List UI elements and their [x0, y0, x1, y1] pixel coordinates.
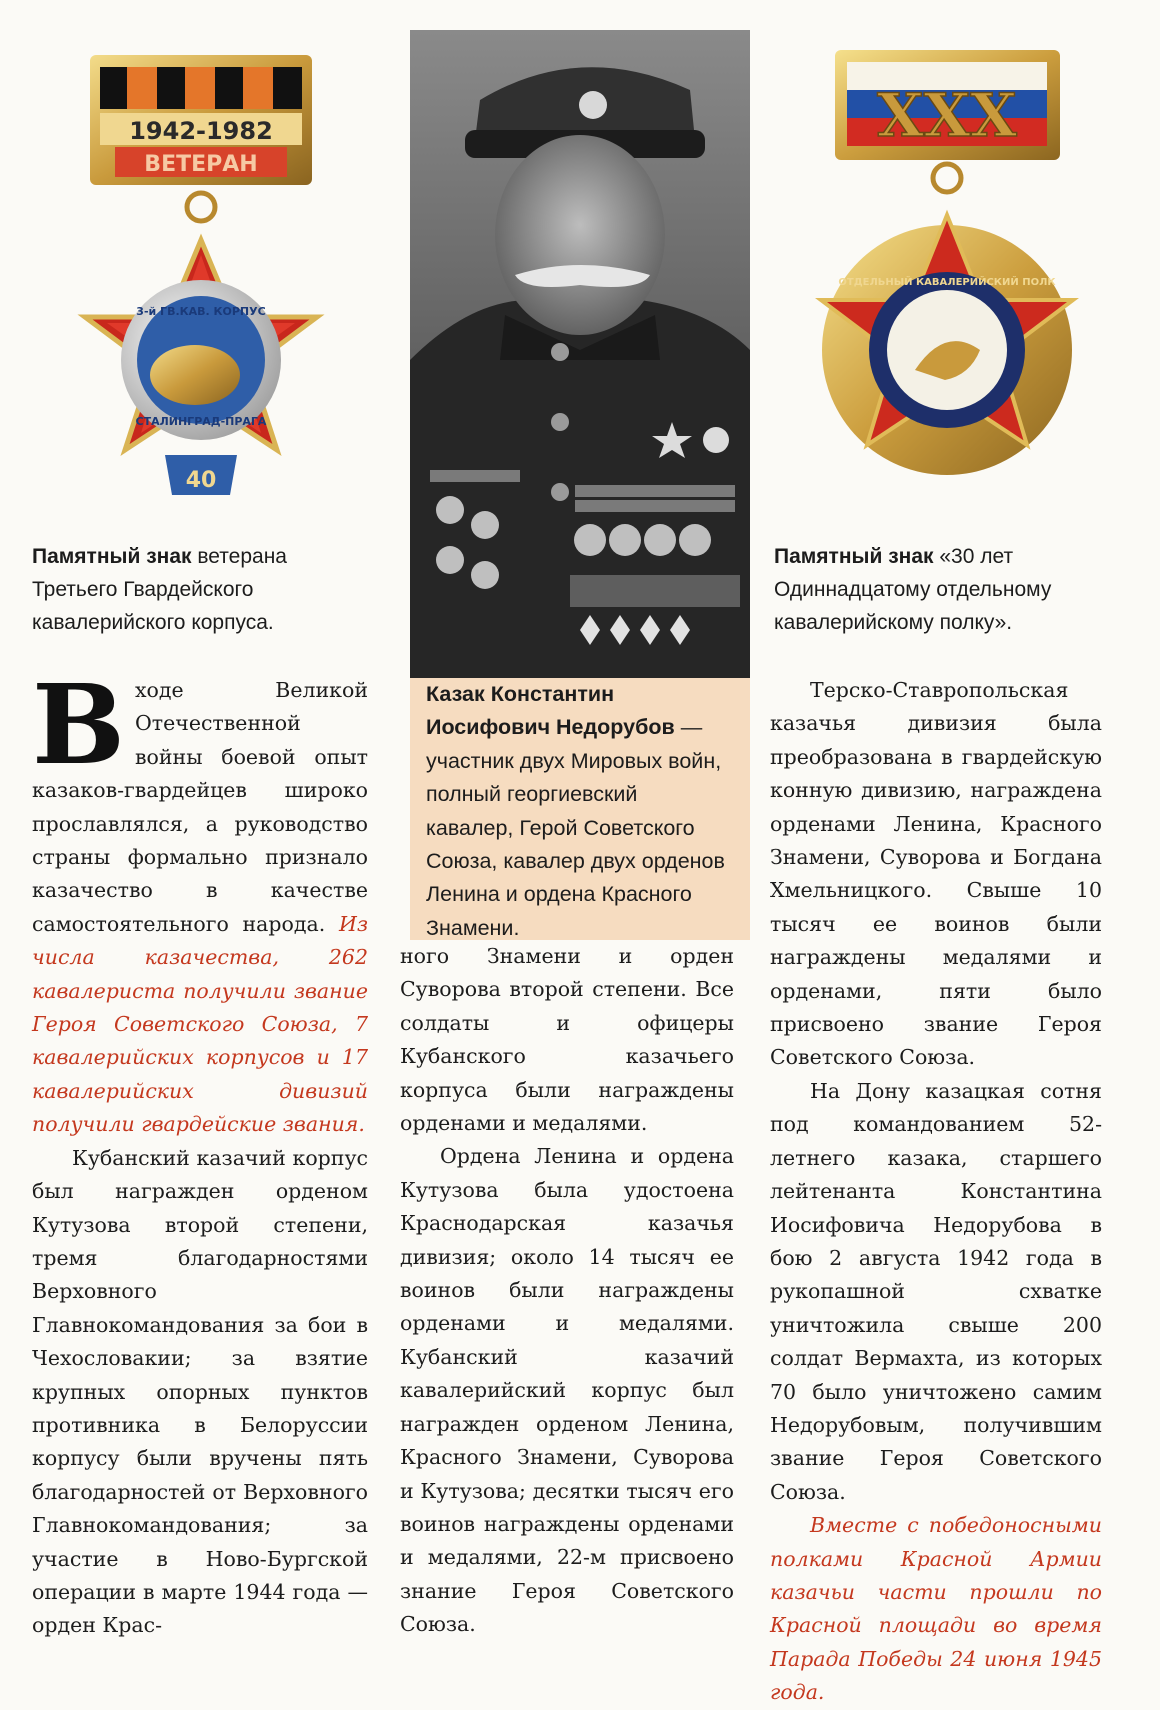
col2-paragraph-2: Ордена Ленина и ордена Кутузова была удостоена Краснодарская казачья дивизия; около 14 тысяч ее воинов были награждены орденами и медалями. Кубанский казачий кавалерийский корпус был награжден орденом Ленина, Красного Знамени, Суворова и Кутузова; десятки тысяч его воинов награждены орденами и медалями, 22-м присвоено знание Героя Советского Союза. — [400, 1144, 734, 1637]
article-column-1 — [32, 660, 368, 1643]
medal-ring-top: 3-й ГВ.КАВ. КОРПУС — [136, 305, 266, 318]
right-medal-caption — [774, 540, 1124, 639]
col3-highlight: Вместе с победоносными полками Красной Армии казачьи части прошли по Красной площади во время Парада Победы 24 июня 1945 года. — [770, 1513, 1102, 1705]
medal-ribbon-word: ВЕТЕРАН — [144, 152, 258, 177]
cossack-portrait-photo — [410, 30, 750, 678]
col1-paragraph-1 — [32, 660, 368, 1142]
photo-caption-text: — участник двух Мировых войн, полный георгиевский кавалер, Герой Советского Союза, кавалер двух орденов Ленина и ордена Красного Знамени. — [426, 715, 725, 940]
col2-paragraph-1: ного Знамени и орден Суворова второй степени. Все солдаты и офицеры Кубанского казачьего корпуса были награждены орденами и медалями. — [400, 944, 734, 1136]
col3-paragraph-2: На Дону казацкая сотня под командованием 52-летнего казака, старшего лейтенанта Константина Иосифовича Недорубова в бою 2 августа 1942 года в рукопашной схватке уничтожила свыше 200 солдат Вермахта, из которых 70 было уничтожено самим Недорубовым, получившим звание Героя Советского Союза. — [770, 1078, 1102, 1504]
medal-years: 1942-1982 — [129, 117, 273, 145]
drop-cap: В — [32, 660, 125, 789]
regiment-medal-image — [795, 50, 1095, 500]
col1-paragraph-2: Кубанский казачий корпус был награжден орденом Кутузова второй степени, тремя благодарностями Верховного Главнокомандования за бои в Чехословакии; за взятие крупных опорных пунктов противника в Белоруссии корпусу были вручены пять благодарностей от Верховного Главнокомандования; за участие в Ново-Бургской операции в марте 1944 года — орден Крас- — [32, 1145, 368, 1638]
right-caption-text: «30 лет Одиннадцатому отдельному кавалерийскому полку». — [774, 545, 1052, 634]
medal-numeral: XXX — [877, 81, 1017, 151]
medal-ring-bottom: СТАЛИНГРАД-ПРАГА — [135, 415, 267, 428]
photo-caption-box — [410, 678, 750, 940]
medal-ring-text: ОТДЕЛЬНЫЙ КАВАЛЕРИЙСКИЙ ПОЛК — [838, 277, 1056, 288]
article-column-2 — [400, 940, 734, 1642]
col3-paragraph-1: Терско-Ставропольская казачья дивизия была преобразована в гвардейскую конную дивизию, награждена орденами Ленина, Красного Знамени, Суворова и Богдана Хмельницкого. Свыше 10 тысяч ее воинов были награждены медалями и орденами, пяти было присвоено звание Героя Советского Союза. — [770, 678, 1102, 1070]
left-caption-bold: Памятный знак — [32, 545, 192, 568]
col1-highlight: Из числа казачества, 262 кавалериста получили звание Героя Советского Союза, 7 кавалерийских корпусов и 17 кавалерийских дивизий получили гвардейские звания. — [32, 911, 368, 1137]
veteran-medal-image — [55, 55, 345, 515]
photo-caption-bold: Казак Константин Иосифович Недорубов — [426, 682, 675, 740]
left-caption-text: ветерана Третьего Гвардейского кавалерийского корпуса. — [32, 545, 287, 634]
left-medal-caption — [32, 540, 367, 639]
right-caption-bold: Памятный знак — [774, 545, 934, 568]
col1-p1-text: ходе Великой Отечественной войны боевой опыт казаков-гвардейцев широко прославлялся, а руководство страны формально признало казачество в качестве самостоятельного народа. — [32, 678, 368, 936]
photo-caption — [426, 678, 726, 945]
article-column-3 — [770, 674, 1102, 1710]
medal-emblem: 40 — [185, 468, 217, 493]
